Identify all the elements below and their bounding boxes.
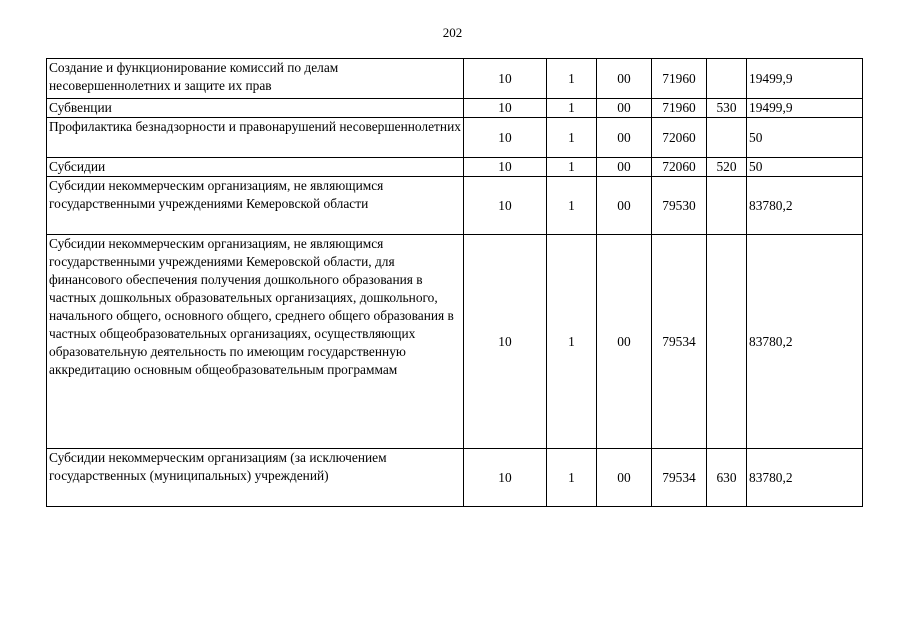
table-row [47, 235, 863, 449]
table-row [47, 449, 863, 507]
program-cell: 00 [597, 177, 652, 235]
table-row [47, 158, 863, 177]
program-cell: 00 [597, 449, 652, 507]
expense-type-cell: 520 [707, 158, 747, 177]
direction-cell: 79530 [652, 177, 707, 235]
direction-cell: 79534 [652, 235, 707, 449]
direction-cell: 71960 [652, 59, 707, 99]
section-cell: 10 [464, 118, 547, 158]
program-cell: 00 [597, 99, 652, 118]
amount-cell: 50 [747, 158, 863, 177]
program-cell: 00 [597, 158, 652, 177]
direction-cell: 72060 [652, 118, 707, 158]
expense-type-cell [707, 118, 747, 158]
table-row [47, 99, 863, 118]
section-cell: 10 [464, 177, 547, 235]
subsection-cell: 1 [547, 177, 597, 235]
row-name-cell: Профилактика безнадзорности и правонарушений несовершеннолетних [47, 118, 464, 158]
amount-cell: 19499,9 [747, 99, 863, 118]
row-name-cell: Субвенции [47, 99, 464, 118]
section-cell: 10 [464, 59, 547, 99]
section-cell: 10 [464, 235, 547, 449]
table-row [47, 118, 863, 158]
subsection-cell: 1 [547, 59, 597, 99]
section-cell: 10 [464, 99, 547, 118]
row-name-cell: Субсидии [47, 158, 464, 177]
table-row [47, 177, 863, 235]
budget-table [46, 58, 863, 507]
program-cell: 00 [597, 118, 652, 158]
amount-cell: 83780,2 [747, 235, 863, 449]
expense-type-cell [707, 235, 747, 449]
page-number: 202 [442, 25, 463, 40]
section-cell: 10 [464, 449, 547, 507]
row-name-cell: Создание и функционирование комиссий по делам несовершеннолетних и защите их прав [47, 59, 464, 99]
program-cell: 00 [597, 59, 652, 99]
table-row [47, 59, 863, 99]
subsection-cell: 1 [547, 99, 597, 118]
direction-cell: 71960 [652, 99, 707, 118]
amount-cell: 50 [747, 118, 863, 158]
expense-type-cell: 530 [707, 99, 747, 118]
subsection-cell: 1 [547, 118, 597, 158]
expense-type-cell: 630 [707, 449, 747, 507]
direction-cell: 72060 [652, 158, 707, 177]
program-cell: 00 [597, 235, 652, 449]
subsection-cell: 1 [547, 449, 597, 507]
row-name-cell: Субсидии некоммерческим организациям, не являющимся государственными учреждениями Кемеровской области, для финансового обеспечения получения дошкольного образования в частных дошкольных образовательных организациях, дошкольного, начального общего, основного общего, среднего общего образования в частных общеобразовательных организациях, осуществляющих образовательную деятельность по имеющим государственную аккредитацию основным общеобразовательным программам [47, 235, 464, 449]
expense-type-cell [707, 177, 747, 235]
row-name-cell: Субсидии некоммерческим организациям (за исключением государственных (муниципальных) учреждений) [47, 449, 464, 507]
direction-cell: 79534 [652, 449, 707, 507]
subsection-cell: 1 [547, 235, 597, 449]
amount-cell: 83780,2 [747, 177, 863, 235]
amount-cell: 19499,9 [747, 59, 863, 99]
expense-type-cell [707, 59, 747, 99]
subsection-cell: 1 [547, 158, 597, 177]
section-cell: 10 [464, 158, 547, 177]
row-name-cell: Субсидии некоммерческим организациям, не являющимся государственными учреждениями Кемеровской области [47, 177, 464, 235]
amount-cell: 83780,2 [747, 449, 863, 507]
